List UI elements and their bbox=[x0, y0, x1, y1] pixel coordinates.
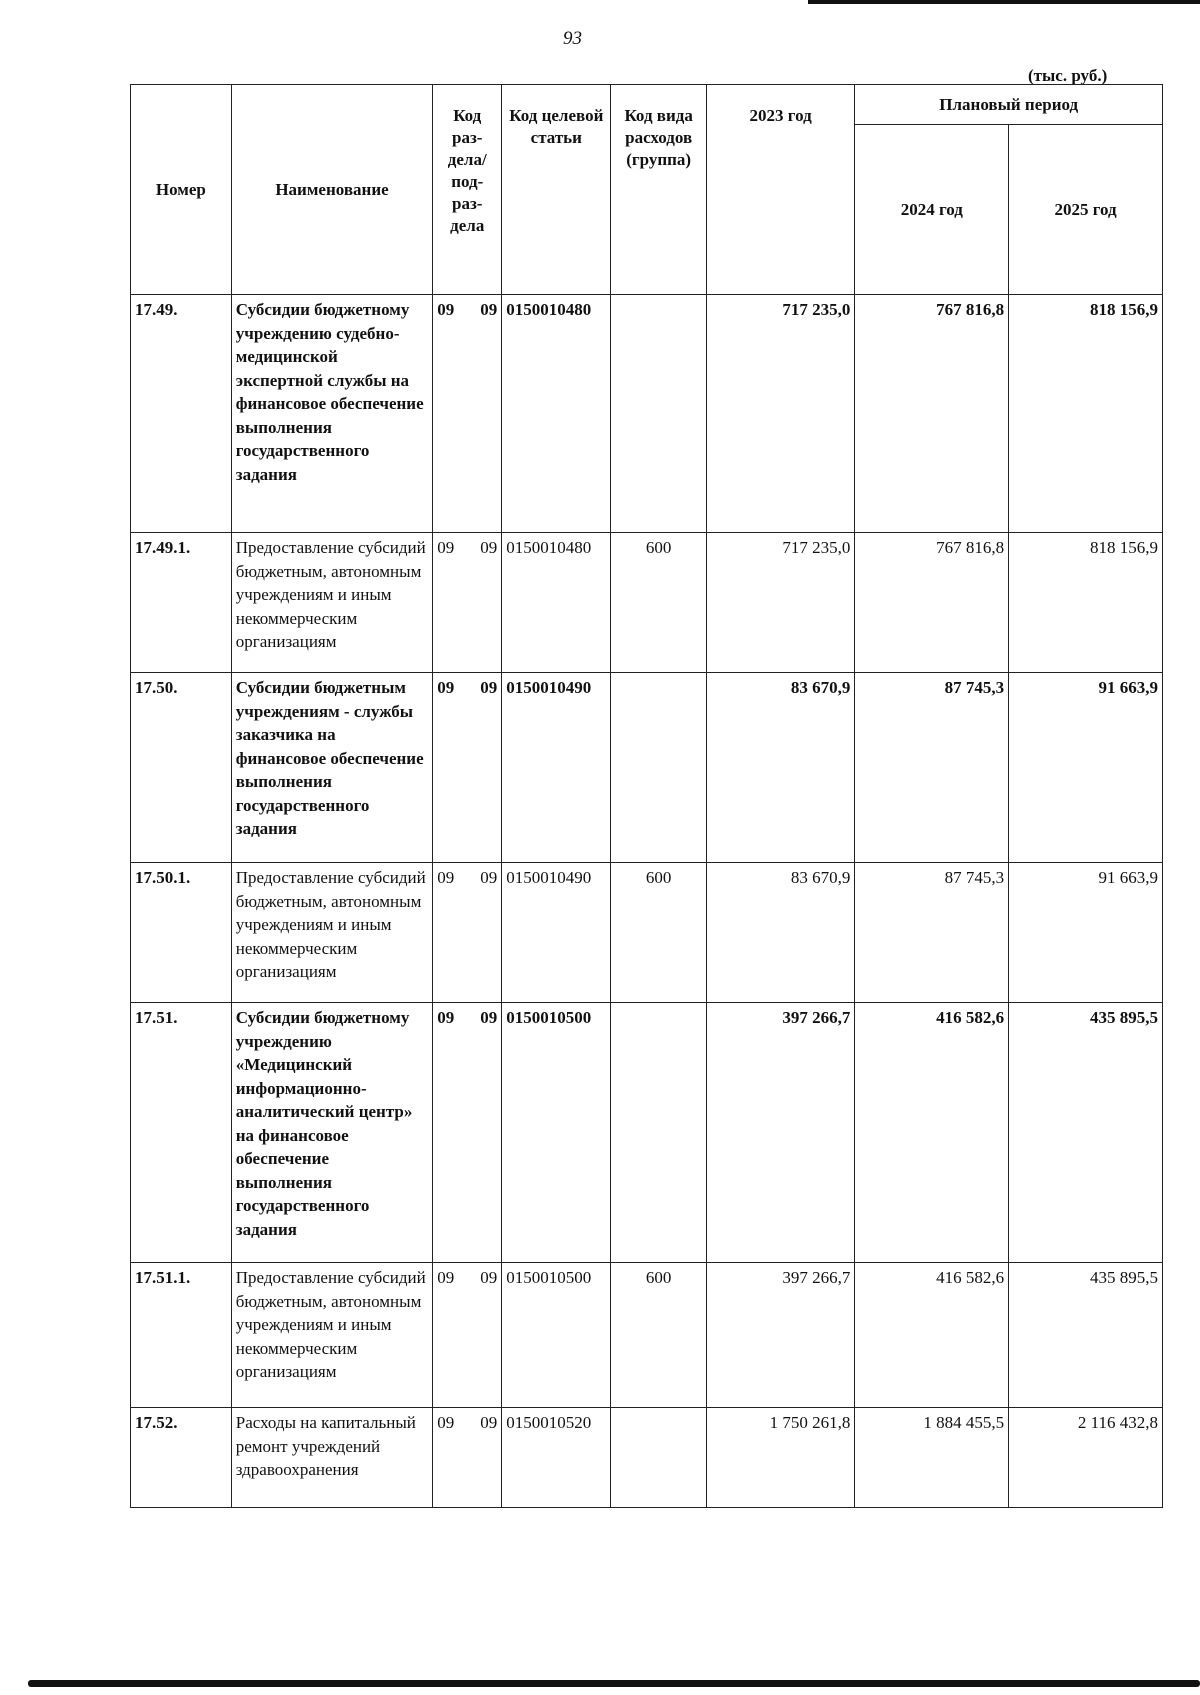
header-number: Номер bbox=[131, 85, 232, 295]
row-expense-kind bbox=[611, 1408, 706, 1508]
row-section-code bbox=[433, 295, 502, 533]
row-amount-2024: 767 816,8 bbox=[855, 295, 1009, 533]
header-2024: 2024 год bbox=[855, 125, 1009, 295]
row-amount-2025: 435 895,5 bbox=[1009, 1003, 1163, 1263]
row-section-code bbox=[433, 1263, 502, 1408]
section-code: 09 bbox=[437, 1413, 455, 1432]
row-name: Субсидии бюджетным учреждениям - службы заказчика на финансовое обеспечение выполнения государственного задания bbox=[231, 673, 433, 863]
row-amount-2024: 416 582,6 bbox=[855, 1263, 1009, 1408]
row-target-code: 0150010490 bbox=[502, 863, 611, 1003]
subsection-code: 09 bbox=[480, 1268, 498, 1287]
table-row bbox=[131, 1263, 1163, 1408]
header-2025: 2025 год bbox=[1009, 125, 1163, 295]
row-amount-2023: 397 266,7 bbox=[706, 1263, 854, 1408]
row-number: 17.50. bbox=[131, 673, 232, 863]
subsection-code: 09 bbox=[480, 678, 498, 697]
subsection-code: 09 bbox=[480, 300, 498, 319]
header-section: Код раз- дела/ под- раз- дела bbox=[433, 85, 502, 295]
row-expense-kind: 600 bbox=[611, 863, 706, 1003]
section-code: 09 bbox=[437, 1268, 455, 1287]
row-amount-2024: 1 884 455,5 bbox=[855, 1408, 1009, 1508]
table-row bbox=[131, 673, 1163, 863]
row-section-code bbox=[433, 533, 502, 673]
row-amount-2025: 435 895,5 bbox=[1009, 1263, 1163, 1408]
row-number: 17.51. bbox=[131, 1003, 232, 1263]
row-amount-2025: 818 156,9 bbox=[1009, 533, 1163, 673]
header-kind: Код вида расходов (группа) bbox=[611, 85, 706, 295]
row-name: Предоставление субсидий бюджетным, автономным учреждениям и иным некоммерческим организациям bbox=[231, 863, 433, 1003]
row-amount-2023: 717 235,0 bbox=[706, 533, 854, 673]
row-name: Субсидии бюджетному учреждению судебно-медицинской экспертной службы на финансовое обеспечение выполнения государственного задания bbox=[231, 295, 433, 533]
section-code: 09 bbox=[437, 1008, 455, 1027]
subsection-code: 09 bbox=[480, 868, 498, 887]
row-amount-2023: 397 266,7 bbox=[706, 1003, 854, 1263]
row-section-code bbox=[433, 1408, 502, 1508]
row-section-code bbox=[433, 673, 502, 863]
table-row bbox=[131, 295, 1163, 533]
row-name: Субсидии бюджетному учреждению «Медицинский информационно-аналитический центр» на финансовое обеспечение выполнения государственного задания bbox=[231, 1003, 433, 1263]
top-rule bbox=[808, 0, 1200, 4]
table-row bbox=[131, 1003, 1163, 1263]
header-2023: 2023 год bbox=[706, 85, 854, 295]
row-target-code: 0150010520 bbox=[502, 1408, 611, 1508]
page-number: 93 bbox=[563, 28, 582, 49]
row-amount-2023: 83 670,9 bbox=[706, 863, 854, 1003]
row-number: 17.50.1. bbox=[131, 863, 232, 1003]
row-target-code: 0150010500 bbox=[502, 1003, 611, 1263]
row-amount-2025: 818 156,9 bbox=[1009, 295, 1163, 533]
row-section-code bbox=[433, 863, 502, 1003]
row-target-code: 0150010500 bbox=[502, 1263, 611, 1408]
row-expense-kind bbox=[611, 673, 706, 863]
section-code: 09 bbox=[437, 678, 455, 697]
row-name: Предоставление субсидий бюджетным, автономным учреждениям и иным некоммерческим организациям bbox=[231, 1263, 433, 1408]
row-target-code: 0150010490 bbox=[502, 673, 611, 863]
row-target-code: 0150010480 bbox=[502, 295, 611, 533]
row-amount-2024: 87 745,3 bbox=[855, 863, 1009, 1003]
row-amount-2025: 91 663,9 bbox=[1009, 673, 1163, 863]
row-expense-kind bbox=[611, 1003, 706, 1263]
header-name: Наименование bbox=[231, 85, 433, 295]
row-amount-2024: 87 745,3 bbox=[855, 673, 1009, 863]
row-expense-kind bbox=[611, 295, 706, 533]
row-number: 17.49.1. bbox=[131, 533, 232, 673]
row-expense-kind: 600 bbox=[611, 533, 706, 673]
units-label: (тыс. руб.) bbox=[1028, 66, 1108, 85]
row-number: 17.51.1. bbox=[131, 1263, 232, 1408]
row-number: 17.52. bbox=[131, 1408, 232, 1508]
row-amount-2023: 1 750 261,8 bbox=[706, 1408, 854, 1508]
section-code: 09 bbox=[437, 538, 455, 557]
bottom-rule bbox=[28, 1680, 1200, 1687]
row-amount-2024: 767 816,8 bbox=[855, 533, 1009, 673]
row-target-code: 0150010480 bbox=[502, 533, 611, 673]
table-row bbox=[131, 1408, 1163, 1508]
row-amount-2025: 2 116 432,8 bbox=[1009, 1408, 1163, 1508]
row-number: 17.49. bbox=[131, 295, 232, 533]
subsection-code: 09 bbox=[480, 538, 498, 557]
row-amount-2023: 83 670,9 bbox=[706, 673, 854, 863]
row-amount-2024: 416 582,6 bbox=[855, 1003, 1009, 1263]
section-code: 09 bbox=[437, 868, 455, 887]
row-amount-2025: 91 663,9 bbox=[1009, 863, 1163, 1003]
row-name: Предоставление субсидий бюджетным, автономным учреждениям и иным некоммерческим организациям bbox=[231, 533, 433, 673]
subsection-code: 09 bbox=[480, 1413, 498, 1432]
row-expense-kind: 600 bbox=[611, 1263, 706, 1408]
row-amount-2023: 717 235,0 bbox=[706, 295, 854, 533]
row-section-code bbox=[433, 1003, 502, 1263]
table-row bbox=[131, 863, 1163, 1003]
table-row bbox=[131, 533, 1163, 673]
row-name: Расходы на капитальный ремонт учреждений здравоохранения bbox=[231, 1408, 433, 1508]
header-planned-period: Плановый период bbox=[855, 85, 1163, 125]
section-code: 09 bbox=[437, 300, 455, 319]
header-target: Код целевой статьи bbox=[502, 85, 611, 295]
subsection-code: 09 bbox=[480, 1008, 498, 1027]
budget-table bbox=[130, 84, 1163, 1508]
